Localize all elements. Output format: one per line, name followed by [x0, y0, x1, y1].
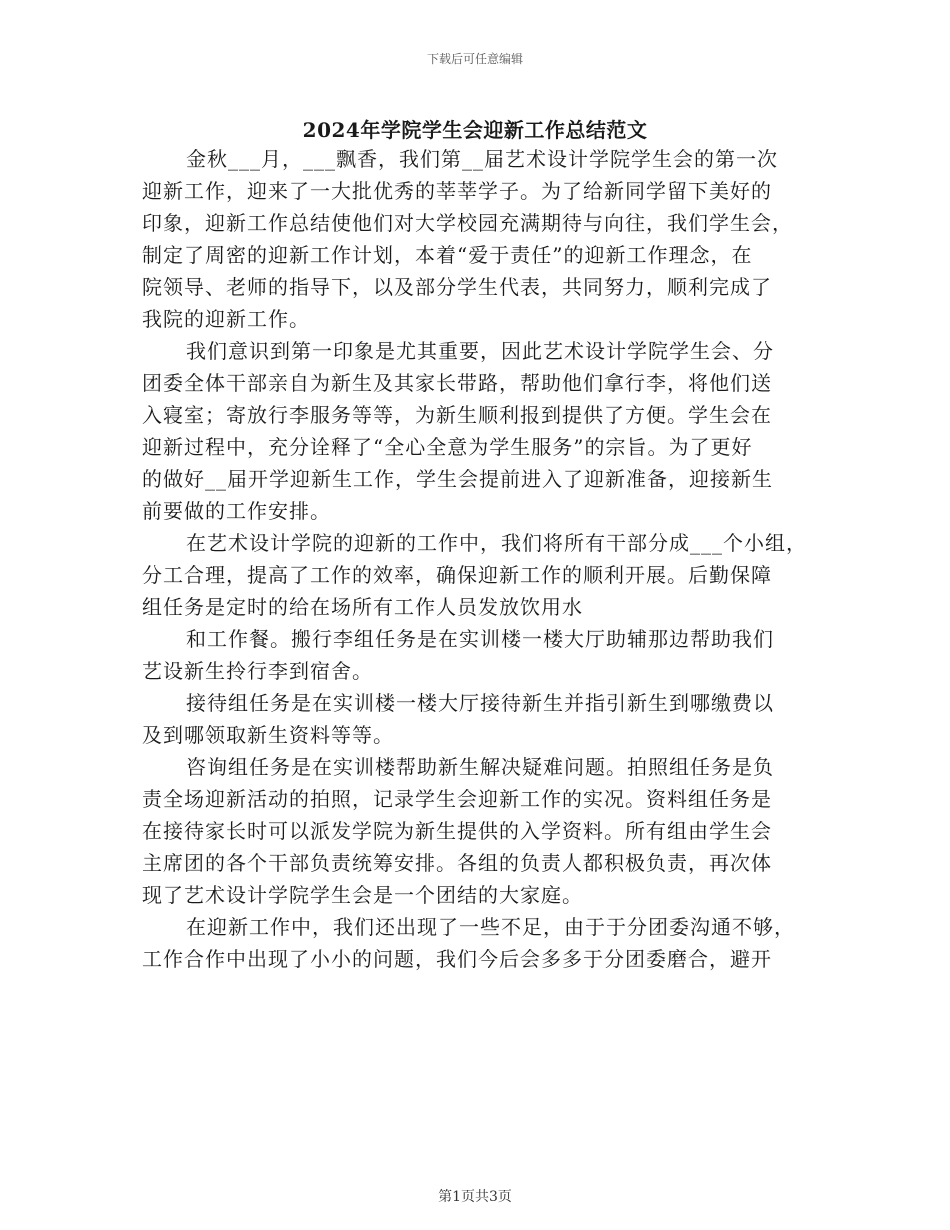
text-line: 接待组任务是在实训楼一楼大厅接待新生并指引新生到哪缴费以	[186, 691, 774, 715]
text-line: 及到哪领取新生资料等等。	[142, 723, 394, 747]
text-line: 在艺术设计学院的迎新的工作中，我们将所有干部分成___个小组，	[186, 531, 807, 555]
text-line: 艺设新生拎行李到宿舍。	[142, 659, 373, 683]
text-line: 前要做的工作安排。	[142, 499, 331, 523]
document-title: 2024年学院学生会迎新工作总结范文	[302, 118, 648, 142]
text-line: 主席团的各个干部负责统筹安排。各组的负责人都积极负责，再次体	[142, 851, 772, 875]
text-line: 我院的迎新工作。	[142, 307, 310, 331]
text-line: 分工合理，提高了工作的效率，确保迎新工作的顺利开展。后勤保障	[142, 563, 772, 587]
text-line: 我们意识到第一印象是尤其重要，因此艺术设计学院学生会、分	[186, 339, 774, 363]
text-line: 制定了周密的迎新工作计划，本着“爱于责任”的迎新工作理念，在	[142, 243, 753, 267]
text-line: 现了艺术设计学院学生会是一个团结的大家庭。	[142, 883, 583, 907]
text-line: 金秋___月，___飘香，我们第__届艺术设计学院学生会的第一次	[186, 147, 778, 171]
text-line: 责全场迎新活动的拍照，记录学生会迎新工作的实况。资料组任务是	[142, 787, 772, 811]
text-line: 团委全体干部亲自为新生及其家长带路，帮助他们拿行李，将他们送	[142, 371, 772, 395]
page-number: 第1页共3页	[438, 1189, 512, 1205]
text-line: 工作合作中出现了小小的问题，我们今后会多多于分团委磨合，避开	[142, 947, 772, 971]
text-line: 印象，迎新工作总结使他们对大学校园充满期待与向往，我们学生会，	[142, 211, 793, 235]
text-line: 迎新工作，迎来了一大批优秀的莘莘学子。为了给新同学留下美好的	[142, 179, 772, 203]
text-line: 入寝室；寄放行李服务等等，为新生顺利报到提供了方便。学生会在	[142, 403, 772, 427]
text-line: 迎新过程中，充分诠释了“全心全意为学生服务”的宗旨。为了更好	[142, 435, 753, 459]
header-note: 下载后可任意编辑	[426, 52, 523, 66]
text-line: 在迎新工作中，我们还出现了一些不足，由于于分团委沟通不够，	[186, 915, 795, 939]
text-line: 组任务是定时的给在场所有工作人员发放饮用水	[142, 595, 583, 619]
text-line: 院领导、老师的指导下，以及部分学生代表，共同努力，顺利完成了	[142, 275, 772, 299]
document-body	[142, 143, 822, 975]
text-line: 在接待家长时可以派发学院为新生提供的入学资料。所有组由学生会	[142, 819, 772, 843]
text-line: 咨询组任务是在实训楼帮助新生解决疑难问题。拍照组任务是负	[186, 755, 774, 779]
text-line: 的做好__届开学迎新生工作，学生会提前进入了迎新准备，迎接新生	[142, 467, 773, 491]
text-line: 和工作餐。搬行李组任务是在实训楼一楼大厅助辅那边帮助我们	[186, 627, 774, 651]
